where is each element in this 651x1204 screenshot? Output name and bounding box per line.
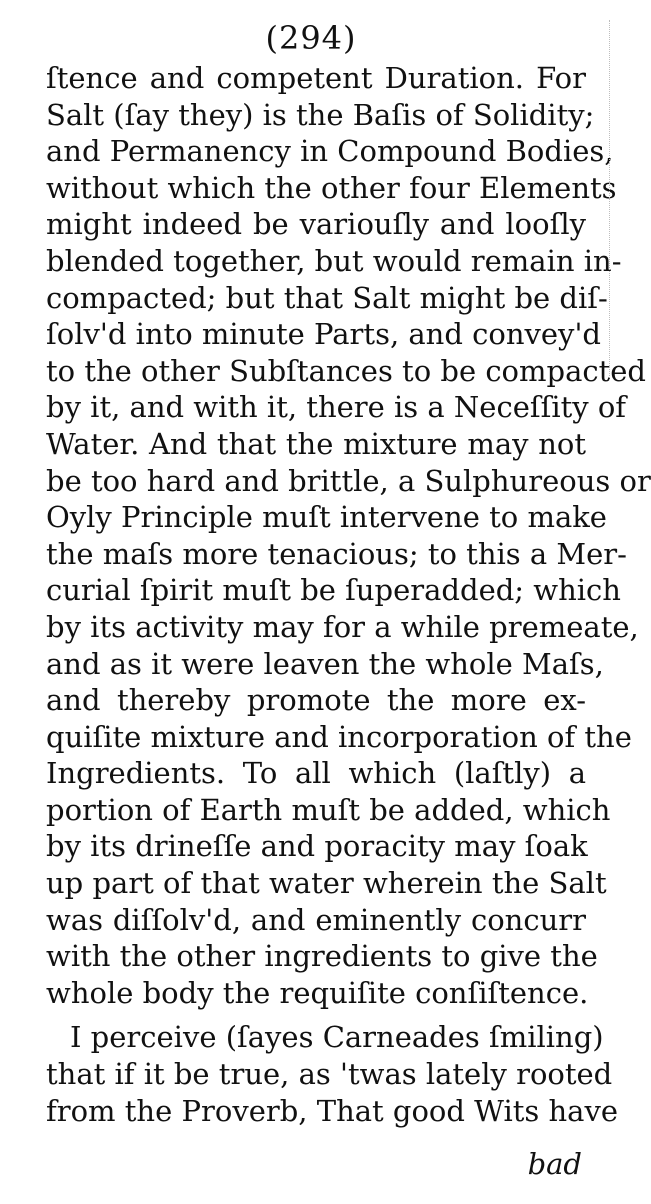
text-line: I perceive (ſayes Carneades ſmiling) bbox=[70, 1020, 604, 1055]
text-line: blended together, but would remain in- bbox=[46, 243, 622, 278]
text-line: by its activity may for a while premeate, bbox=[46, 609, 639, 644]
text-line: to the other Subſtances to be compacted bbox=[46, 353, 646, 388]
text-line: and Permanency in Compound Bodies, bbox=[46, 134, 614, 169]
body-text bbox=[46, 60, 651, 1129]
text-line: Water. And that the mixture may not bbox=[46, 426, 586, 461]
text-line: the maſs more tenacious; to this a Mer- bbox=[46, 536, 627, 571]
text-line: compacted; but that Salt might be diſ- bbox=[46, 280, 608, 315]
paragraph-2 bbox=[46, 1019, 619, 1129]
text-line: ſolv'd into minute Parts, and convey'd bbox=[46, 317, 601, 352]
scan-margin-mark bbox=[609, 20, 620, 380]
text-line: Salt (ſay they) is the Baſis of Solidity; bbox=[46, 97, 595, 132]
catchword: bad bbox=[527, 1147, 582, 1181]
text-line: up part of that water wherein the Salt bbox=[46, 866, 607, 901]
text-line: with the other ingredients to give the bbox=[46, 939, 598, 974]
text-line: Ingredients. To all which (laſtly) a bbox=[46, 756, 586, 791]
text-line: whole body the requiſite conſiſtence. bbox=[46, 975, 589, 1010]
text-line: was diſſolv'd, and eminently concurr bbox=[46, 902, 586, 937]
text-line: be too hard and brittle, a Sulphureous or bbox=[46, 463, 651, 498]
text-line: Oyly Principle muſt intervene to make bbox=[46, 500, 607, 535]
paragraph-1 bbox=[46, 60, 651, 1011]
text-line: and thereby promote the more ex- bbox=[46, 683, 586, 718]
text-line: by its drineſſe and poracity may ſoak bbox=[46, 829, 588, 864]
text-line: that if it be true, as 'twas lately rooted bbox=[46, 1057, 613, 1092]
text-line: without which the other four Elements bbox=[46, 170, 617, 205]
text-line: portion of Earth muſt be added, which bbox=[46, 792, 611, 827]
text-line: curial ſpirit muſt be ſuperadded; which bbox=[46, 573, 621, 608]
text-line: quiſite mixture and incorporation of the bbox=[46, 719, 632, 754]
text-line: by it, and with it, there is a Neceſſity of bbox=[46, 390, 627, 425]
text-line: ſtence and competent Duration. For bbox=[46, 61, 586, 95]
text-line: from the Proverb, That good Wits have bbox=[46, 1093, 619, 1128]
text-line: might indeed be variouſly and looſly bbox=[46, 207, 586, 242]
page-number: (294) bbox=[265, 19, 357, 57]
text-line: and as it were leaven the whole Maſs, bbox=[46, 646, 604, 681]
